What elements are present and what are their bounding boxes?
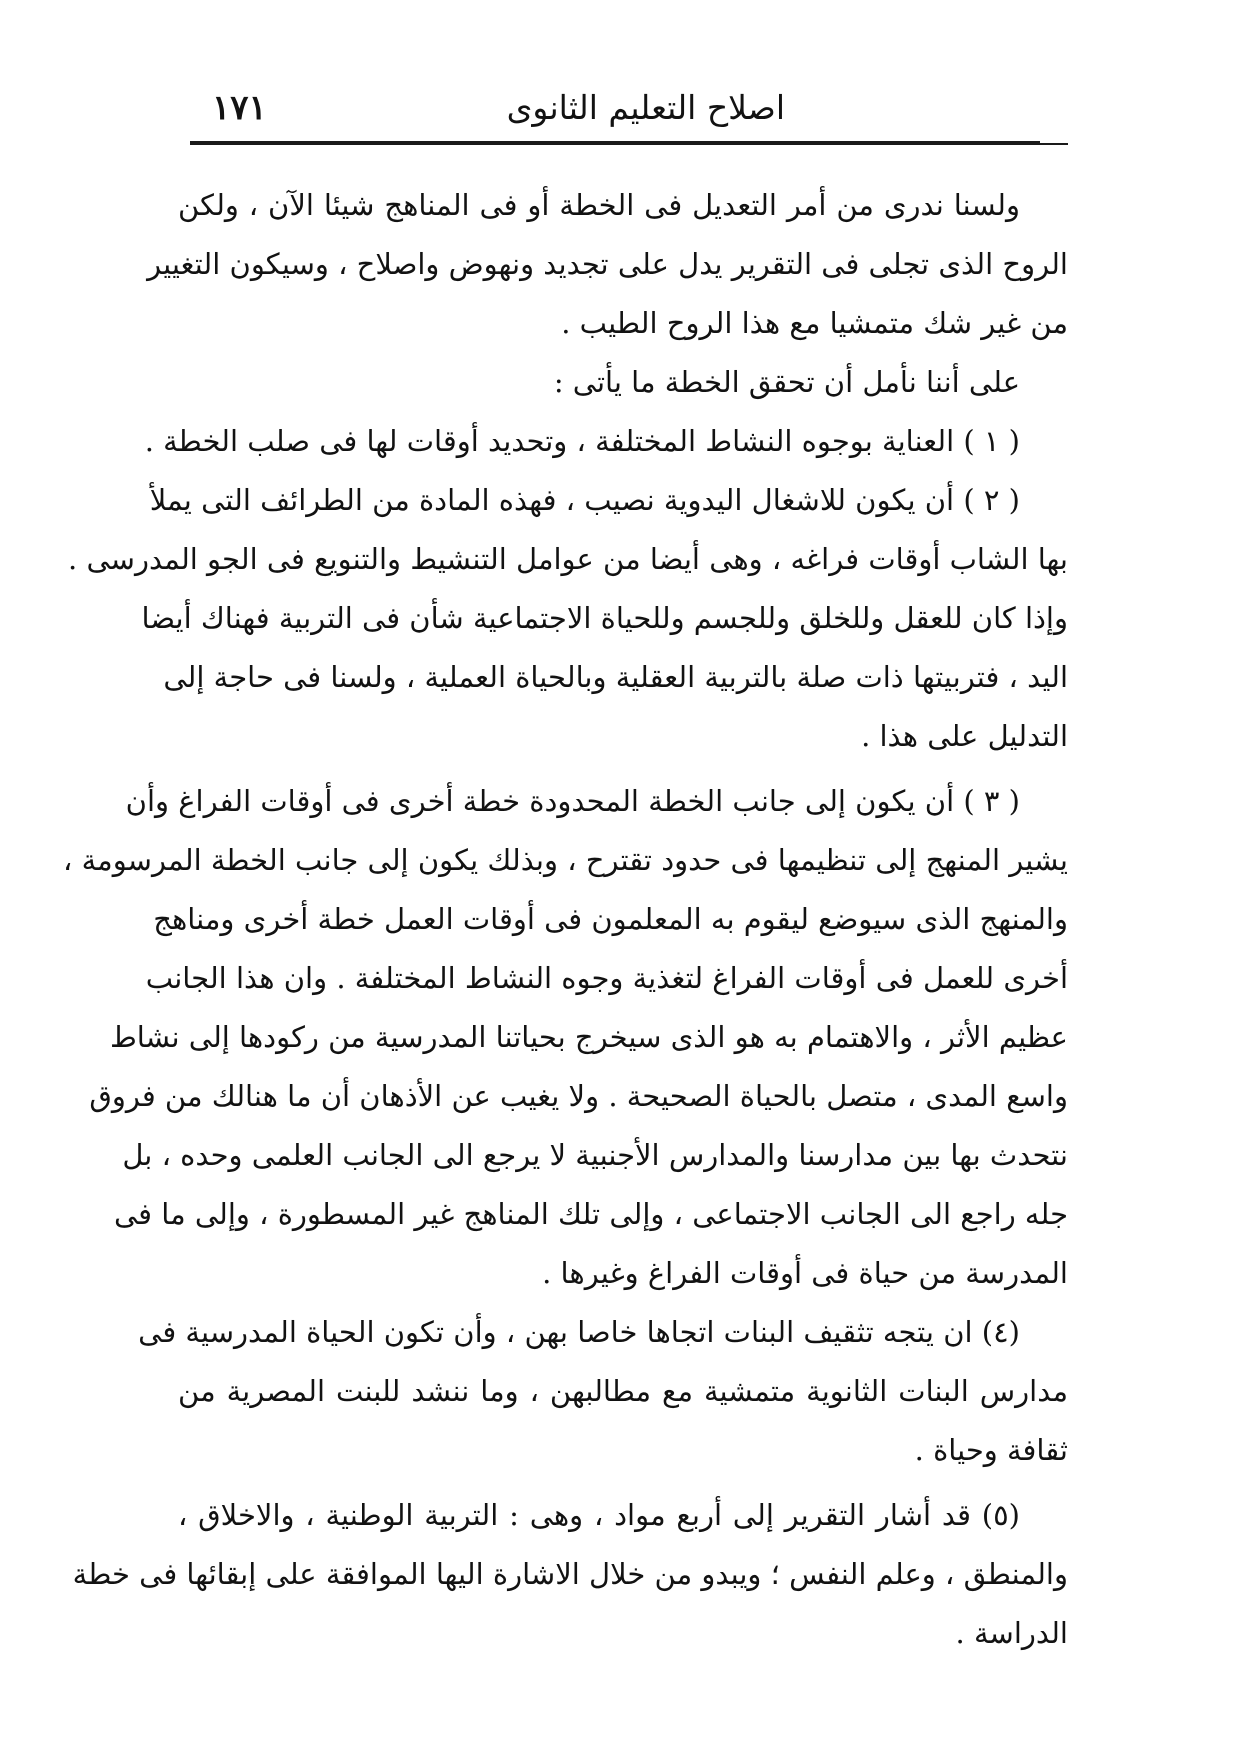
text-line: ولسنا ندرى من أمر التعديل فى الخطة أو فى المناهج شيئا الآن ، ولكن — [178, 188, 1020, 222]
text-line: (٤) ان يتجه تثقيف البنات اتجاها خاصا بهن ، وأن تكون الحياة المدرسية فى — [138, 1315, 1020, 1349]
page-number: ١٧١ — [212, 88, 267, 128]
body-text — [63, 176, 1068, 1663]
text-line: الدراسة . — [955, 1616, 1068, 1650]
text-line: التدليل على هذا . — [861, 719, 1068, 753]
running-header — [200, 82, 1050, 142]
text-line: من غير شك متمشيا مع هذا الروح الطيب . — [561, 306, 1068, 340]
header-rule-tail — [1030, 143, 1068, 145]
text-line: وإذا كان للعقل وللخلق وللجسم وللحياة الاجتماعية شأن فى التربية فهناك أيضا — [141, 601, 1068, 635]
text-line: أخرى للعمل فى أوقات الفراغ لتغذية وجوه النشاط المختلفة . وان هذا الجانب — [145, 961, 1068, 995]
text-line: عظيم الأثر ، والاهتمام به هو الذى سيخرج بحياتنا المدرسية من ركودها إلى نشاط — [109, 1020, 1068, 1054]
text-line: ( ١ ) العناية بوجوه النشاط المختلفة ، وتحديد أوقات لها فى صلب الخطة . — [144, 424, 1020, 458]
text-line: والمنطق ، وعلم النفس ؛ ويبدو من خلال الاشارة اليها الموافقة على إبقائها فى خطة — [72, 1557, 1068, 1591]
header-rule — [190, 141, 1040, 145]
text-line: يشير المنهج إلى تنظيمها فى حدود تقترح ، وبذلك يكون إلى جانب الخطة المرسومة ، — [63, 843, 1068, 877]
text-line: على أننا نأمل أن تحقق الخطة ما يأتى : — [553, 365, 1020, 399]
text-line: اليد ، فتربيتها ذات صلة بالتربية العقلية وبالحياة العملية ، ولسنا فى حاجة إلى — [163, 660, 1068, 694]
text-line: ثقافة وحياة . — [914, 1433, 1068, 1467]
text-line: المدرسة من حياة فى أوقات الفراغ وغيرها . — [542, 1256, 1068, 1290]
text-line: الروح الذى تجلى فى التقرير يدل على تجديد ونهوض واصلاح ، وسيكون التغيير — [147, 247, 1068, 281]
text-line: ( ٢ ) أن يكون للاشغال اليدوية نصيب ، فهذه المادة من الطرائف التى يملأ — [149, 483, 1020, 517]
running-title: اصلاح التعليم الثانوى — [506, 88, 785, 127]
text-line: (٥) قد أشار التقرير إلى أربع مواد ، وهى : التربية الوطنية ، والاخلاق ، — [178, 1498, 1020, 1532]
text-line: واسع المدى ، متصل بالحياة الصحيحة . ولا يغيب عن الأذهان أن ما هنالك من فروق — [89, 1079, 1068, 1113]
text-line: نتحدث بها بين مدارسنا والمدارس الأجنبية لا يرجع الى الجانب العلمى وحده ، بل — [122, 1138, 1068, 1172]
text-line: جله راجع الى الجانب الاجتماعى ، وإلى تلك المناهج غير المسطورة ، وإلى ما فى — [113, 1197, 1068, 1231]
text-line: مدارس البنات الثانوية متمشية مع مطالبهن ، وما ننشد للبنت المصرية من — [178, 1374, 1068, 1408]
text-line: ( ٣ ) أن يكون إلى جانب الخطة المحدودة خطة أخرى فى أوقات الفراغ وأن — [125, 784, 1020, 818]
text-line: والمنهج الذى سيوضع ليقوم به المعلمون فى أوقات العمل خطة أخرى ومناهج — [153, 902, 1068, 936]
text-line: بها الشاب أوقات فراغه ، وهى أيضا من عوامل التنشيط والتنويع فى الجو المدرسى . — [68, 542, 1068, 576]
